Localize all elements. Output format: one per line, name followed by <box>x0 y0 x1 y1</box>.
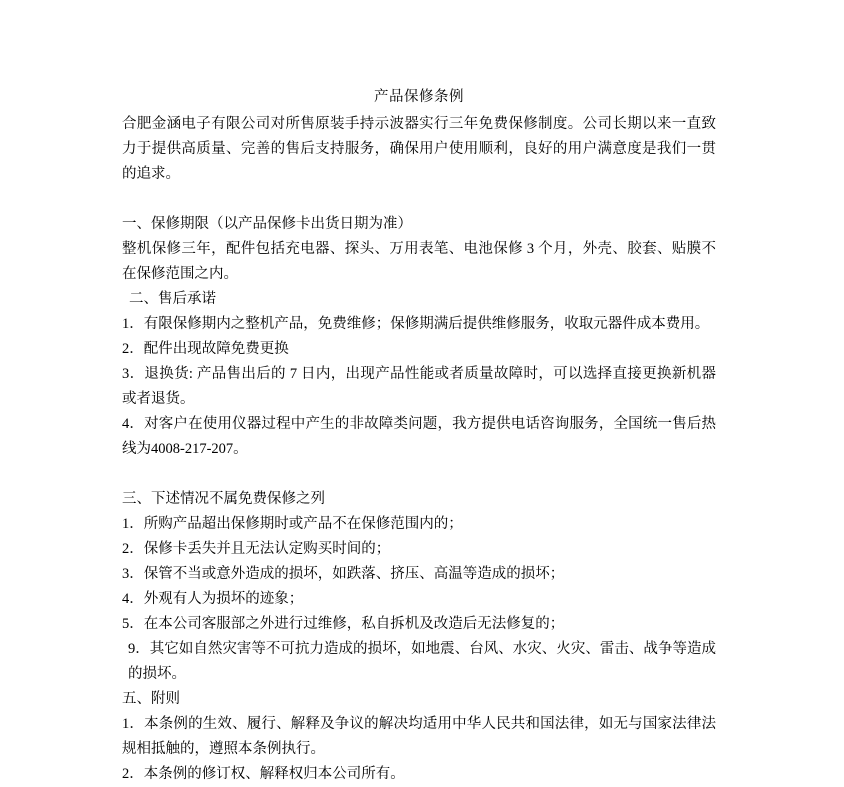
section-3-item-3: 3．保管不当或意外造成的损坏，如跌落、挤压、高温等造成的损坏； <box>122 566 565 582</box>
section-1-body: 整机保修三年，配件包括充电器、探头、万用表笔、电池保修 3 个月，外壳、胶套、贴膜不在保修范围之内。 <box>122 241 716 282</box>
section-2-item-2: 2．配件出现故障免费更换 <box>122 341 289 357</box>
section-3-item-9: 9．其它如自然灾害等不可抗力造成的损坏，如地震、台风、水灾、火灾、雷击、战争等造成的损坏。 <box>128 641 716 682</box>
page-title: 产品保修条例 <box>374 89 464 105</box>
section-2-heading: 二、售后承诺 <box>129 291 216 307</box>
section-4-heading: 五、附则 <box>122 691 180 707</box>
section-2-item-3: 3．退换货: 产品售出后的 7 日内，出现产品性能或者质量故障时，可以选择直接更换新机器或者退货。 <box>122 366 716 407</box>
section-3-heading: 三、下述情况不属免费保修之列 <box>122 491 325 507</box>
spacer <box>122 462 716 487</box>
section-4-item-1: 1．本条例的生效、履行、解释及争议的解决均适用中华人民共和国法律，如无与国家法律法规相抵触的，遵照本条例执行。 <box>122 716 716 757</box>
section-3-item-5: 5．在本公司客服部之外进行过维修，私自拆机及改造后无法修复的； <box>122 616 565 632</box>
section-4-item-2: 2．本条例的修订权、解释权归本公司所有。 <box>122 766 405 782</box>
section-3-item-2: 2．保修卡丢失并且无法认定购买时间的； <box>122 541 391 557</box>
section-2-item-4: 4．对客户在使用仪器过程中产生的非故障类问题，我方提供电话咨询服务，全国统一售后热线为4008-217-207。 <box>122 416 716 457</box>
section-1-heading: 一、保修期限（以产品保修卡出货日期为准） <box>122 216 412 232</box>
section-3-item-1: 1．所购产品超出保修期时或产品不在保修范围内的； <box>122 516 463 532</box>
section-2-item-1: 1．有限保修期内之整机产品，免费维修；保修期满后提供维修服务，收取元器件成本费用。 <box>122 316 710 332</box>
spacer <box>122 187 716 212</box>
section-3-item-4: 4．外观有人为损坏的迹象； <box>122 591 304 607</box>
intro-paragraph: 合肥金涵电子有限公司对所售原装手持示波器实行三年免费保修制度。公司长期以来一直致力于提供高质量、完善的售后支持服务，确保用户使用顺利，良好的用户满意度是我们一贯的追求。 <box>122 116 716 182</box>
